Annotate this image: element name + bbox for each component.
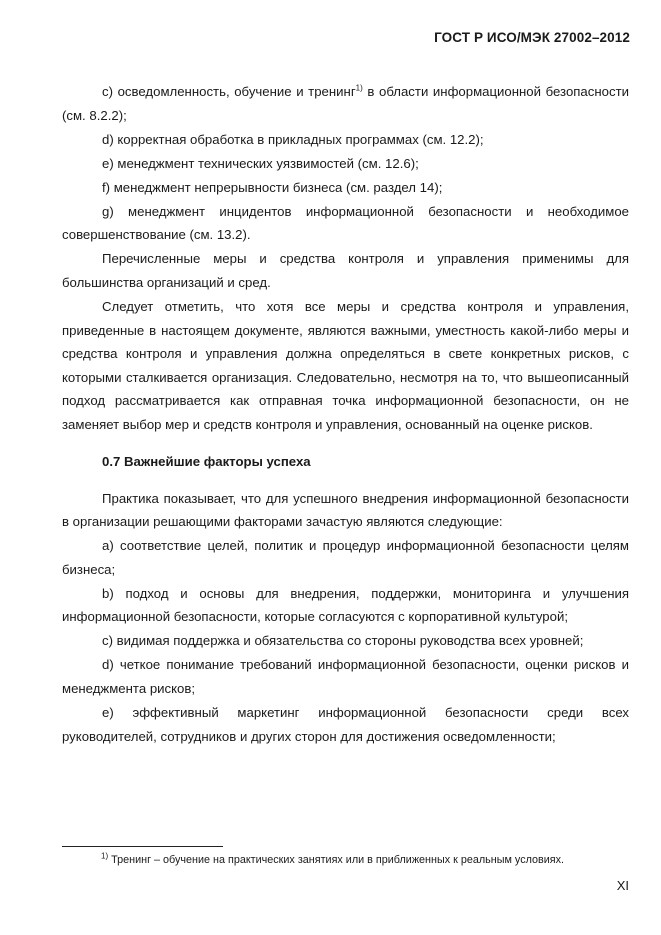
footnote-divider <box>62 846 223 847</box>
factor-item-b: b) подход и основы для внедрения, поддержки, мониторинга и улучшения информационной безопасности, которые согласуются с корпоративной культурой; <box>62 585 629 625</box>
document-header: ГОСТ Р ИСО/МЭК 27002–2012 <box>434 30 630 45</box>
factor-item-c: c) видимая поддержка и обязательства со стороны руководства всех уровней; <box>102 633 584 649</box>
paragraph: Перечисленные меры и средства контроля и управления применимы для большинства организаций и сред. <box>62 251 629 290</box>
footnote-text: Тренинг – обучение на практических занятиях или в приближенных к реальным условиях. <box>108 854 565 866</box>
list-item-text: в области информационной безопасности (см. 8.2.2); <box>62 84 629 123</box>
factor-item-a: a) соответствие целей, политик и процедур информационной безопасности целям бизнеса; <box>62 538 629 577</box>
list-item-f: f) менеджмент непрерывности бизнеса (см. раздел 14); <box>102 179 443 195</box>
list-item-text: c) осведомленность, обучение и тренинг <box>102 84 356 99</box>
factor-item-e: e) эффективный маркетинг информационной безопасности среди всех руководителей, сотрудников и других сторон для достижения осведомленности; <box>62 705 629 744</box>
footnote-mark: 1) <box>101 851 109 861</box>
paragraph-intro: Практика показывает, что для успешного внедрения информационной безопасности в организации решающими факторами зачастую являются следующие: <box>62 490 629 530</box>
footnote <box>101 853 629 867</box>
list-item-e: e) менеджмент технических уязвимостей (см. 12.6); <box>102 155 419 171</box>
list-item-c <box>62 80 629 127</box>
factor-item-d: d) четкое понимание требований информационной безопасности, оценки рисков и менеджмента рисков; <box>62 657 629 696</box>
page-number: XI <box>616 878 629 893</box>
page-body <box>62 80 629 749</box>
list-item-g: g) менеджмент инцидентов информационной безопасности и необходимое совершенствование (см. 13.2). <box>62 203 629 243</box>
footnote-ref: 1) <box>355 83 363 93</box>
paragraph: Следует отметить, что хотя все меры и средства контроля и управления, приведенные в настоящем документе, являются важными, уместность какой-либо меры и средства контроля и управления должна определяться в свете конкретных рисков, с которыми сталкивается организация. Следовательно, несмотря на то, что вышеописанный подход рассматривается как отправная точка информационной безопасности, он не заменяет выбор мер и средств контроля и управления, основанный на оценке рисков. <box>62 299 629 432</box>
section-heading: 0.7 Важнейшие факторы успеха <box>102 454 311 470</box>
list-item-d: d) корректная обработка в прикладных программах (см. 12.2); <box>102 131 484 147</box>
